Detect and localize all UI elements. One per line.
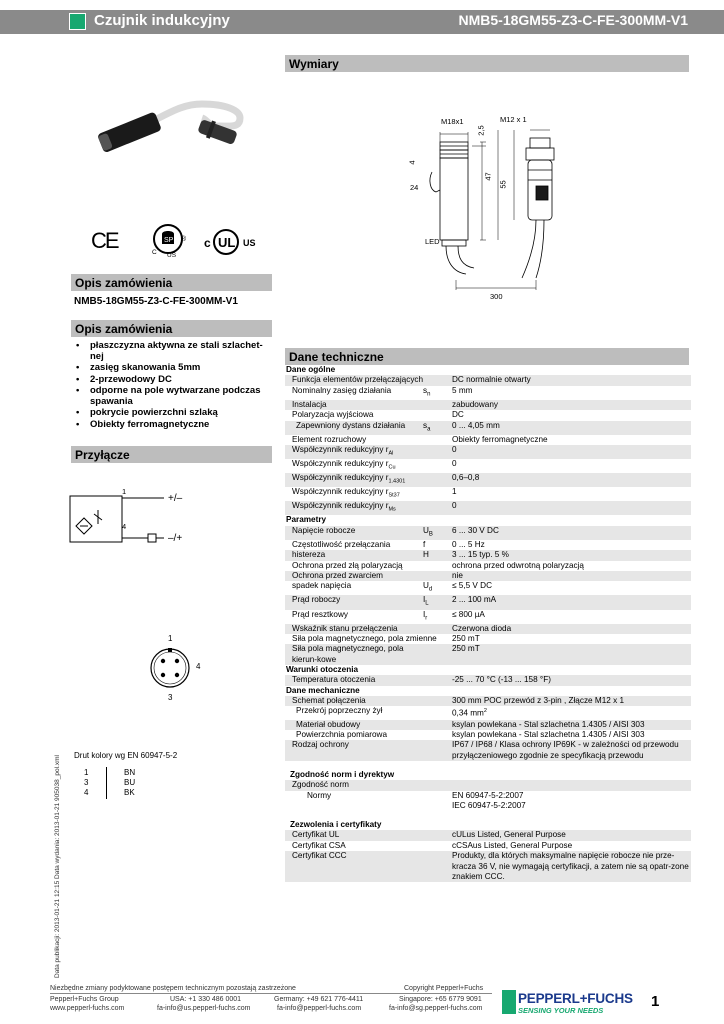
feature-item: • 2-przewodowy DC	[74, 375, 274, 386]
tech-data-table	[285, 365, 691, 882]
footer-disclaimer: Niezbędne zmiany podyktowane postępem technicznym pozostają zastrzeżone	[50, 985, 296, 992]
wire-colors-values	[124, 768, 135, 798]
table-row: Siła pola magnetycznego, pola kierun-kowe 250 mT	[285, 644, 691, 664]
footer-website-link[interactable]: www.pepperl-fuchs.com	[50, 1005, 125, 1012]
footer-divider	[50, 993, 492, 994]
wiring-pin1-label: 1	[122, 487, 127, 496]
publication-info: Data publikacji: 2013-01-21 12:15 Data wydania: 2013-01-21 905038_pol.xml	[54, 755, 61, 978]
order-code: NMB5-18GM55-Z3-C-FE-300MM-V1	[74, 296, 238, 307]
table-row: Prąd roboczy $I_L$ 2 ... 100 mA	[285, 595, 691, 609]
dim-24-label: 24	[410, 183, 419, 192]
table-row: Normy EN 60947-5-2:2007 IEC 60947-5-2:2007	[307, 790, 526, 810]
dimension-drawing	[418, 110, 568, 300]
wire-colors-title: Drut kolory wg EN 60947-5-2	[74, 751, 178, 760]
wire-color: BK	[124, 788, 135, 797]
table-row: Częstotliwość przełączania f 0 ... 5 Hz	[292, 539, 485, 549]
table-row: spadek napięcia $U_d$ ≤ 5,5 V DC	[292, 581, 492, 594]
dim-m12-label: M12 x 1	[500, 115, 527, 124]
dim-55-label: 55	[498, 180, 508, 189]
wiring-pin4-label: 4	[122, 522, 127, 531]
ul-c-label: c	[204, 236, 211, 250]
wire-pin: 1	[84, 768, 89, 777]
dim-300-label: 300	[490, 292, 503, 301]
table-row: Certyfikat CSA cCSAus Listed, General Purpose	[292, 840, 573, 850]
brand-slogan: SENSING YOUR NEEDS	[518, 1006, 604, 1015]
pepperl-fuchs-logo-icon	[502, 990, 516, 1014]
footer-usa-phone: USA: +1 330 486 0001	[170, 996, 242, 1003]
table-row: Nominalny zasięg działania $s_n$ 5 mm	[292, 385, 473, 398]
group-mechanical: Dane mechaniczne	[286, 685, 360, 695]
table-row: Rodzaj ochrony IP67 / IP68 / Klasa ochrony IP69K - w zależności od przewodu przyłączeniowego zgodnie ze specyfikacją przewodu	[285, 740, 691, 761]
table-row: Współczynnik redukcyjny $r_{St37}$ 1	[292, 487, 457, 499]
table-row: Współczynnik redukcyjny $r_{Cu}$ 0	[292, 459, 457, 471]
ul-mark-icon	[212, 228, 242, 256]
registered-mark: ®	[181, 236, 187, 243]
feature-item: • zasięg skanowania 5mm	[74, 363, 274, 374]
table-row: Napięcie robocze $U_B$ 6 ... 30 V DC	[285, 526, 691, 540]
led-label: LED	[425, 237, 440, 246]
wiring-minus-label: –/+	[168, 533, 183, 544]
dim-m18-label: M18x1	[441, 117, 464, 126]
csa-c-label: C	[152, 249, 157, 256]
header-logo-icon	[69, 13, 86, 30]
feature-item: • Obiekty ferromagnetyczne	[74, 420, 274, 431]
footer-de-phone: Germany: +49 621 776-4411	[274, 996, 364, 1003]
ul-us-label: US	[243, 238, 256, 248]
connector-pin1-label: 1	[168, 634, 173, 643]
wire-color: BN	[124, 768, 136, 777]
section-order-features: Opis zamówienia	[71, 320, 272, 337]
footer-de-mail-link[interactable]: fa-info@pepperl-fuchs.com	[277, 1005, 362, 1012]
feature-item: • pokrycie powierzchni szlaką	[74, 408, 274, 419]
table-row: Siła pola magnetycznego, pola zmienne 250 mT	[292, 633, 480, 643]
table-row: Certyfikat CCC Produkty, dla których maksymalne napięcie robocze nie prze-kracza 36 V, nie wymagają certyfikacji, a zatem nie są opatr-zone znakiem CCC.	[285, 851, 691, 882]
feature-item: • odporne na pole wytwarzane podczas spawania	[74, 386, 274, 407]
table-row: Prąd resztkowy $I_r$ ≤ 800 µA	[292, 609, 485, 622]
table-row: Ochrona przed zwarciem nie	[285, 571, 691, 581]
brand-name: PEPPERL+FUCHS	[518, 991, 633, 1006]
footer-sg-phone: Singapore: +65 6779 9091	[399, 996, 482, 1003]
table-row: Funkcja elementów przełączających DC normalnie otwarty	[285, 375, 691, 385]
wire-color: BU	[124, 778, 136, 787]
connector-pin4-label: 4	[196, 662, 201, 671]
product-photo-image	[90, 98, 250, 166]
table-row: Zgodność norm	[285, 780, 691, 790]
connector-pinout-icon	[147, 645, 193, 691]
section-tech-data: Dane techniczne	[285, 348, 689, 365]
table-row: Przekrój poprzeczny żył 0,34 $mm^2$	[296, 706, 487, 719]
table-row: Polaryzacja wyjściowa DC	[292, 410, 464, 420]
table-row: histereza H 3 ... 15 typ. 5 %	[285, 550, 691, 560]
footer-sg-mail-link[interactable]: fa-info@sg.pepperl-fuchs.com	[389, 1005, 483, 1012]
footer-copyright: Copyright Pepperl+Fuchs	[404, 985, 484, 992]
table-row: Współczynnik redukcyjny $r_{1.4301}$ 0,6–0,8	[285, 473, 691, 487]
svg-text:SP: SP	[164, 237, 174, 244]
ce-mark-icon: CE	[91, 228, 118, 253]
section-connection: Przyłącze	[71, 446, 272, 463]
dim-2-5-label: 2,5	[476, 125, 486, 136]
wire-colors-pins	[84, 768, 88, 798]
wire-colors-divider	[106, 767, 107, 799]
group-parameters: Parametry	[286, 515, 327, 525]
footer-company: Pepperl+Fuchs Group	[50, 996, 119, 1003]
table-row: Współczynnik redukcyjny $r_{Al}$ 0	[285, 445, 691, 459]
wiring-plus-label: +/–	[168, 493, 183, 504]
group-general: Dane ogólne	[286, 365, 336, 374]
section-order-code: Opis zamówienia	[71, 274, 272, 291]
table-row: Materiał obudowy ksylan powlekana - Stal szlachetna 1.4305 / AISI 303	[285, 720, 691, 730]
wire-pin: 4	[84, 788, 89, 797]
table-row: Element rozruchowy Obiekty ferromagnetyczne	[292, 434, 548, 444]
page-number: 1	[651, 993, 660, 1010]
table-row: Powierzchnia pomiarowa ksylan powlekana - Stal szlachetna 1.4305 / AISI 303	[296, 729, 645, 739]
page-title: Czujnik indukcyjny	[94, 12, 230, 29]
csa-us-label: US	[167, 252, 177, 259]
dim-47-label: 47	[483, 172, 493, 181]
footer-usa-mail-link[interactable]: fa-info@us.pepperl-fuchs.com	[157, 1005, 251, 1012]
feature-item: • płaszczyzna aktywna ze stali szlachet-nej	[74, 341, 274, 362]
group-compliance: Zgodność norm i dyrektyw	[290, 770, 395, 780]
dim-4-label: 4	[407, 160, 417, 165]
product-code: NMB5-18GM55-Z3-C-FE-300MM-V1	[458, 12, 688, 28]
svg-text:UL: UL	[218, 235, 236, 250]
connector-pin3-label: 3	[168, 693, 173, 702]
group-ambient: Warunki otoczenia	[286, 664, 359, 674]
table-row: Wskaźnik stanu przełączenia Czerwona dioda	[285, 624, 691, 634]
table-row: Zapewniony dystans działania $s_a$ 0 ... 4,05 mm	[285, 421, 691, 435]
table-row: Schemat połączenia 300 mm POC przewód z 3-pin , Złącze M12 x 1	[285, 696, 691, 706]
feature-list	[74, 341, 274, 431]
table-row: Współczynnik redukcyjny $r_{Ms}$ 0	[285, 501, 691, 515]
table-row: Temperatura otoczenia -25 ... 70 °C (-13 ... 158 °F)	[285, 675, 691, 685]
group-approvals: Zezwolenia i certyfikaty	[290, 820, 382, 830]
table-row: Certyfikat UL cULus Listed, General Purpose	[285, 830, 691, 840]
table-row: Instalacja zabudowany	[285, 400, 691, 410]
section-dimensions: Wymiary	[285, 55, 689, 72]
table-row: Ochrona przed złą polaryzacją ochrona przed odwrotną polaryzacją	[292, 560, 584, 570]
wire-pin: 3	[84, 778, 89, 787]
